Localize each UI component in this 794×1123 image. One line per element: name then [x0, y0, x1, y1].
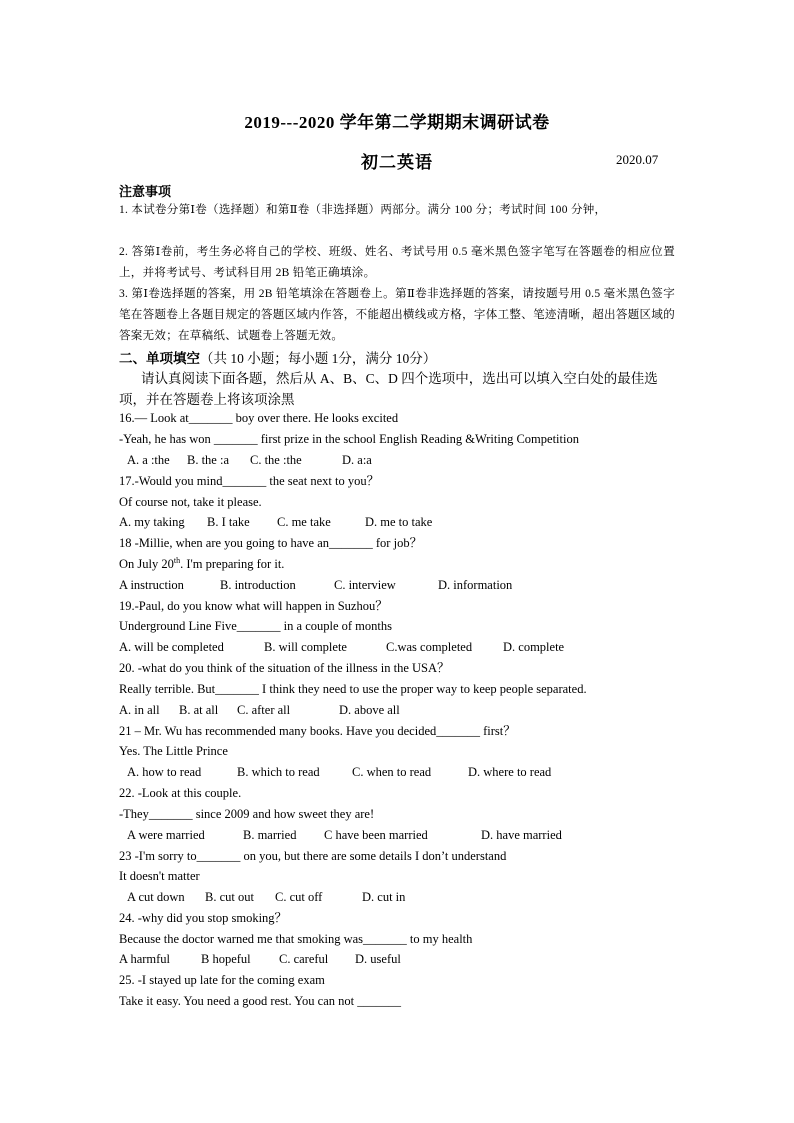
question-25-line-1: 25. -I stayed up late for the coming exam: [119, 973, 325, 987]
option-a: A. how to read: [127, 765, 202, 779]
q18-line-2-post: . I'm preparing for it.: [180, 557, 285, 571]
option-c: C have been married: [324, 828, 428, 842]
option-a: A. will be completed: [119, 640, 224, 654]
question-18-options: [119, 577, 512, 593]
option-d: D. cut in: [362, 890, 406, 904]
question-19-options: [119, 639, 564, 655]
question-17-options: [119, 514, 432, 530]
note-item-3: 3. 第Ⅰ卷选择题的答案，用 2B 铅笔填涂在答题卷上。第Ⅱ卷非选择题的答案，请按题号用 0.5 毫米黑色签字笔在答题卷上各题目规定的答题区域内作答，不能超出横线或方格，字体工整、笔迹清晰，超出答题区域的答案无效；在草稿纸、试题卷上答题无效。: [119, 288, 675, 342]
option-b: B. cut out: [205, 890, 254, 904]
option-b: B. will complete: [264, 640, 347, 654]
option-a: A were married: [127, 828, 205, 842]
question-22-options: [127, 827, 562, 843]
option-c: C. after all: [237, 703, 291, 717]
question-21-options: [127, 764, 551, 780]
question-16-line-1: 16.— Look at_______ boy over there. He looks excited: [119, 411, 399, 425]
option-d: D. above all: [339, 703, 400, 717]
option-c: C. the :the: [250, 453, 302, 467]
question-25-line-2: Take it easy. You need a good rest. You can not _______: [119, 994, 401, 1008]
q18-line-2-pre: On July 20: [119, 557, 174, 571]
question-19-line-1: 19.-Paul, do you know what will happen in Suzhou？: [119, 599, 388, 613]
option-b: B. the :a: [187, 453, 230, 467]
question-22-line-1: 22. -Look at this couple.: [119, 786, 242, 800]
option-d: D. have married: [481, 828, 562, 842]
option-a: A cut down: [127, 890, 185, 904]
option-a: A. my taking: [119, 515, 185, 529]
option-a: A. a :the: [127, 453, 170, 467]
question-21-line-2: Yes. The Little Prince: [119, 744, 228, 758]
exam-title: 2019---2020 学年第二学期期末调研试卷: [244, 113, 550, 132]
option-d: D. where to read: [468, 765, 552, 779]
question-23-options: [127, 889, 405, 905]
option-a: A harmful: [119, 952, 171, 966]
question-22-line-2: -They_______ since 2009 and how sweet they are!: [119, 807, 375, 821]
note-item-2: 2. 答第Ⅰ卷前，考生务必将自己的学校、班级、姓名、考试号用 0.5 毫米黑色签字笔写在答题卷的相应位置上，并将考试号、考试科目用 2B 铅笔正确填涂。: [119, 246, 675, 279]
option-c: C. interview: [334, 578, 396, 592]
note-item-1: 1. 本试卷分第Ⅰ卷（选择题）和第Ⅱ卷（非选择题）两部分。满分 100 分；考试时间 100 分钟，: [119, 204, 607, 216]
question-23-line-2: It doesn't matter: [119, 869, 200, 883]
section-heading-rest: （共 10 小题；每小题 1分，满分 10分）: [200, 351, 437, 366]
option-a: A instruction: [119, 578, 184, 592]
option-d: D. information: [438, 578, 513, 592]
question-24-line-2: Because the doctor warned me that smoking was_______ to my health: [119, 932, 473, 946]
option-a: A. in all: [119, 703, 160, 717]
question-19-line-2: Underground Line Five_______ in a couple of months: [119, 619, 392, 633]
question-16-options: [127, 452, 372, 468]
question-20-line-1: 20. -what do you think of the situation of the illness in the USA？: [119, 661, 450, 675]
question-23-line-1: 23 -I'm sorry to_______ on you, but there are some details I don’t understand: [119, 849, 507, 863]
option-d: D. a:a: [342, 453, 372, 467]
section-heading: [119, 347, 436, 367]
option-d: D. useful: [355, 952, 401, 966]
question-24-line-1: 24. -why did you stop smoking？: [119, 911, 288, 925]
section-instruction: 请认真阅读下面各题，然后从 A、B、C、D 四个选项中，选出可以填入空白处的最佳选项，并在答题卷上将该项涂黑: [119, 371, 658, 407]
section-heading-bold: 二、单项填空: [119, 351, 200, 366]
option-b: B. married: [243, 828, 297, 842]
question-17-line-1: 17.-Would you mind_______ the seat next to you？: [119, 474, 380, 488]
option-c: C. careful: [279, 952, 329, 966]
option-b: B hopeful: [201, 952, 251, 966]
notes-heading: 注意事项: [119, 184, 172, 199]
question-17-line-2: Of course not, take it please.: [119, 495, 262, 509]
question-20-line-2: Really terrible. But_______ I think they need to use the proper way to keep people separated.: [119, 682, 587, 696]
option-b: B. which to read: [237, 765, 320, 779]
question-16-line-2: -Yeah, he has won _______ first prize in the school English Reading &Writing Competition: [119, 432, 579, 446]
question-21-line-1: 21 – Mr. Wu has recommended many books. Have you decided_______ first？: [119, 724, 516, 738]
exam-date: 2020.07: [616, 152, 659, 167]
q18-line-2-sup: th: [173, 555, 181, 565]
option-c: C. cut off: [275, 890, 323, 904]
option-b: B. at all: [179, 703, 219, 717]
option-d: D. complete: [503, 640, 565, 654]
option-c: C. when to read: [352, 765, 432, 779]
option-b: B. I take: [207, 515, 250, 529]
question-24-options: [119, 951, 401, 967]
question-20-options: [119, 702, 400, 718]
exam-subtitle: 初二英语: [361, 153, 433, 172]
option-d: D. me to take: [365, 515, 433, 529]
option-c: C.was completed: [386, 640, 473, 654]
question-18-line-2: [119, 556, 284, 572]
option-c: C. me take: [277, 515, 331, 529]
option-b: B. introduction: [220, 578, 296, 592]
question-18-line-1: 18 -Millie, when are you going to have an_______ for job？: [119, 536, 423, 550]
